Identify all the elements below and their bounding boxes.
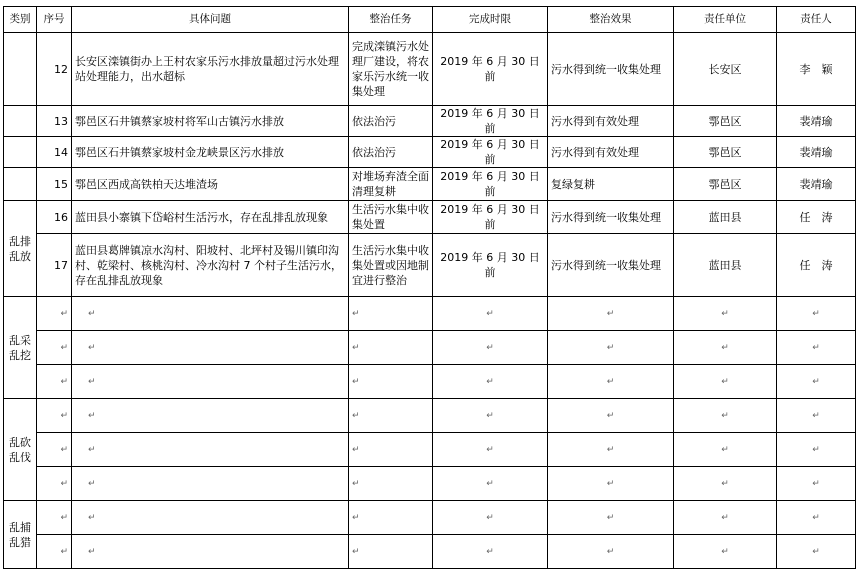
empty-cell <box>37 297 72 331</box>
problem-cell: 鄠邑区西成高铁柏天达堆渣场 <box>72 168 349 201</box>
problem-cell: 鄠邑区石井镇蔡家坡村将军山古镇污水排放 <box>72 106 349 137</box>
empty-cell <box>37 365 72 399</box>
empty-cell <box>777 365 856 399</box>
empty-cell <box>433 433 548 467</box>
person-cell: 任 涛 <box>777 201 856 234</box>
empty-cell <box>349 501 433 535</box>
empty-cell <box>674 365 777 399</box>
empty-cell <box>674 331 777 365</box>
effect-cell: 污水得到统一收集处理 <box>548 234 674 297</box>
table-row <box>4 137 856 168</box>
person-cell: 裴靖瑜 <box>777 137 856 168</box>
empty-cell <box>674 535 777 569</box>
problem-cell: 长安区滦镇街办上王村农家乐污水排放量超过污水处理站处理能力，出水超标 <box>72 33 349 106</box>
empty-cell <box>433 501 548 535</box>
effect-cell: 污水得到有效处理 <box>548 106 674 137</box>
empty-cell <box>674 297 777 331</box>
category-cell: 乱砍乱伐 <box>4 399 37 501</box>
header-task: 整治任务 <box>349 7 433 33</box>
empty-cell <box>37 467 72 501</box>
empty-cell <box>72 331 349 365</box>
table-row <box>4 234 856 297</box>
empty-cell <box>72 433 349 467</box>
unit-cell: 鄠邑区 <box>674 106 777 137</box>
empty-cell <box>777 433 856 467</box>
empty-cell <box>72 501 349 535</box>
empty-cell <box>433 535 548 569</box>
empty-cell <box>548 331 674 365</box>
empty-cell <box>349 467 433 501</box>
empty-cell <box>433 399 548 433</box>
rectification-table <box>3 6 856 569</box>
empty-cell <box>72 535 349 569</box>
empty-cell <box>777 399 856 433</box>
header-index: 序号 <box>37 7 72 33</box>
table-row <box>4 331 856 365</box>
index-cell: 14 <box>37 137 72 168</box>
empty-cell <box>349 297 433 331</box>
unit-cell: 蓝田县 <box>674 234 777 297</box>
empty-cell <box>349 331 433 365</box>
header-effect: 整治效果 <box>548 7 674 33</box>
unit-cell: 蓝田县 <box>674 201 777 234</box>
category-cell: 乱采乱挖 <box>4 297 37 399</box>
empty-cell <box>674 433 777 467</box>
table-row <box>4 535 856 569</box>
problem-cell: 蓝田县葛牌镇凉水沟村、阳坡村、北坪村及锡川镇印沟村、乾梁村、核桃沟村、冷水沟村 7 个村子生活污水，存在乱排乱放现象 <box>72 234 349 297</box>
empty-cell <box>349 433 433 467</box>
empty-cell <box>349 365 433 399</box>
category-cell-empty <box>4 137 37 168</box>
task-cell: 对堆场弃渣全面清理复耕 <box>349 168 433 201</box>
person-cell: 裴靖瑜 <box>777 168 856 201</box>
empty-cell <box>674 399 777 433</box>
index-cell: 12 <box>37 33 72 106</box>
deadline-cell: 2019 年 6 月 30 日前 <box>433 33 548 106</box>
task-cell: 生活污水集中收集处置或因地制宜进行整治 <box>349 234 433 297</box>
problem-cell: 蓝田县小寨镇下岱峪村生活污水，存在乱排乱放现象 <box>72 201 349 234</box>
table-row <box>4 106 856 137</box>
empty-cell <box>433 331 548 365</box>
task-cell: 完成滦镇污水处理厂建设，将农家乐污水统一收集处理 <box>349 33 433 106</box>
header-row <box>4 7 856 33</box>
empty-cell <box>548 535 674 569</box>
index-cell: 16 <box>37 201 72 234</box>
effect-cell: 污水得到有效处理 <box>548 137 674 168</box>
empty-cell <box>548 365 674 399</box>
empty-cell <box>72 399 349 433</box>
empty-cell <box>548 501 674 535</box>
deadline-cell: 2019 年 6 月 30 日前 <box>433 201 548 234</box>
empty-cell <box>349 535 433 569</box>
empty-cell <box>674 501 777 535</box>
empty-cell <box>548 433 674 467</box>
unit-cell: 鄠邑区 <box>674 168 777 201</box>
empty-cell <box>37 535 72 569</box>
deadline-cell: 2019 年 6 月 30 日前 <box>433 168 548 201</box>
empty-cell <box>777 467 856 501</box>
empty-cell <box>548 399 674 433</box>
person-cell: 任 涛 <box>777 234 856 297</box>
deadline-cell: 2019 年 6 月 30 日前 <box>433 234 548 297</box>
empty-cell <box>37 433 72 467</box>
effect-cell: 污水得到统一收集处理 <box>548 33 674 106</box>
table-row <box>4 399 856 433</box>
empty-cell <box>433 297 548 331</box>
empty-cell <box>72 467 349 501</box>
person-cell: 裴靖瑜 <box>777 106 856 137</box>
index-cell: 15 <box>37 168 72 201</box>
empty-cell <box>674 467 777 501</box>
header-person: 责任人 <box>777 7 856 33</box>
table-row <box>4 168 856 201</box>
index-cell: 13 <box>37 106 72 137</box>
deadline-cell: 2019 年 6 月 30 日前 <box>433 137 548 168</box>
empty-cell <box>37 331 72 365</box>
task-cell: 依法治污 <box>349 106 433 137</box>
category-cell: 乱捕乱猎 <box>4 501 37 569</box>
empty-cell <box>777 535 856 569</box>
index-cell: 17 <box>37 234 72 297</box>
table-row <box>4 467 856 501</box>
unit-cell: 长安区 <box>674 33 777 106</box>
deadline-cell: 2019 年 6 月 30 日前 <box>433 106 548 137</box>
empty-cell <box>349 399 433 433</box>
header-unit: 责任单位 <box>674 7 777 33</box>
table-row <box>4 33 856 106</box>
person-cell: 李 颖 <box>777 33 856 106</box>
table-row <box>4 501 856 535</box>
table-row <box>4 433 856 467</box>
empty-cell <box>548 297 674 331</box>
table-row <box>4 201 856 234</box>
unit-cell: 鄠邑区 <box>674 137 777 168</box>
category-cell-empty <box>4 106 37 137</box>
empty-cell <box>37 399 72 433</box>
empty-cell <box>37 501 72 535</box>
empty-cell <box>548 467 674 501</box>
effect-cell: 复绿复耕 <box>548 168 674 201</box>
table-row <box>4 297 856 331</box>
task-cell: 依法治污 <box>349 137 433 168</box>
task-cell: 生活污水集中收集处置 <box>349 201 433 234</box>
effect-cell: 污水得到统一收集处理 <box>548 201 674 234</box>
header-deadline: 完成时限 <box>433 7 548 33</box>
header-problem: 具体问题 <box>72 7 349 33</box>
empty-cell <box>72 365 349 399</box>
table-row <box>4 365 856 399</box>
category-cell: 乱排乱放 <box>4 201 37 297</box>
header-category: 类别 <box>4 7 37 33</box>
category-cell-empty <box>4 168 37 201</box>
problem-cell: 鄠邑区石井镇蔡家坡村金龙峡景区污水排放 <box>72 137 349 168</box>
empty-cell <box>777 297 856 331</box>
empty-cell <box>777 331 856 365</box>
empty-cell <box>72 297 349 331</box>
empty-cell <box>433 365 548 399</box>
category-cell-empty <box>4 33 37 106</box>
empty-cell <box>777 501 856 535</box>
empty-cell <box>433 467 548 501</box>
